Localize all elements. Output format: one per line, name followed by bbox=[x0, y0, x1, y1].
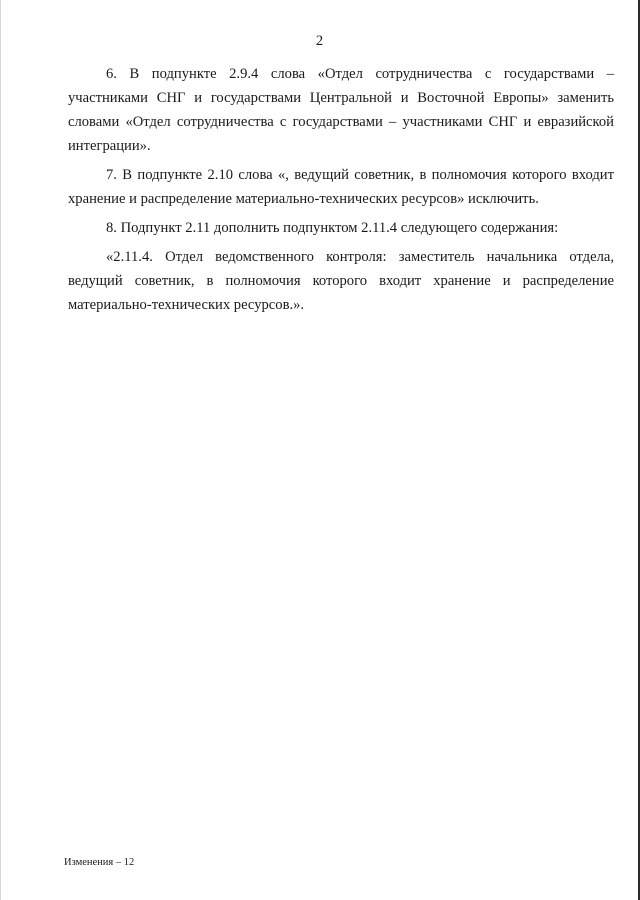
document-body bbox=[68, 62, 614, 322]
paragraph-item-6: 6. В подпункте 2.9.4 слова «Отдел сотрудничества с государствами – участниками СНГ и государствами Центральной и Восточной Европы» заменить словами «Отдел сотрудничества с государствами – участниками СНГ и евразийской интеграции». bbox=[68, 66, 614, 154]
footer-note: Изменения – 12 bbox=[64, 857, 135, 868]
paragraph-item-8: 8. Подпункт 2.11 дополнить подпунктом 2.11.4 следующего содержания: bbox=[106, 220, 559, 236]
paragraph-quoted-2-11-4: «2.11.4. Отдел ведомственного контроля: заместитель начальника отдела, ведущий советник, в полномочия которого входит хранение и распределение материально-технических ресурсов.». bbox=[68, 249, 614, 313]
paragraph-item-7: 7. В подпункте 2.10 слова «, ведущий советник, в полномочия которого входит хранение и распределение материально-технических ресурсов» исключить. bbox=[68, 167, 614, 207]
page-number: 2 bbox=[315, 33, 324, 49]
